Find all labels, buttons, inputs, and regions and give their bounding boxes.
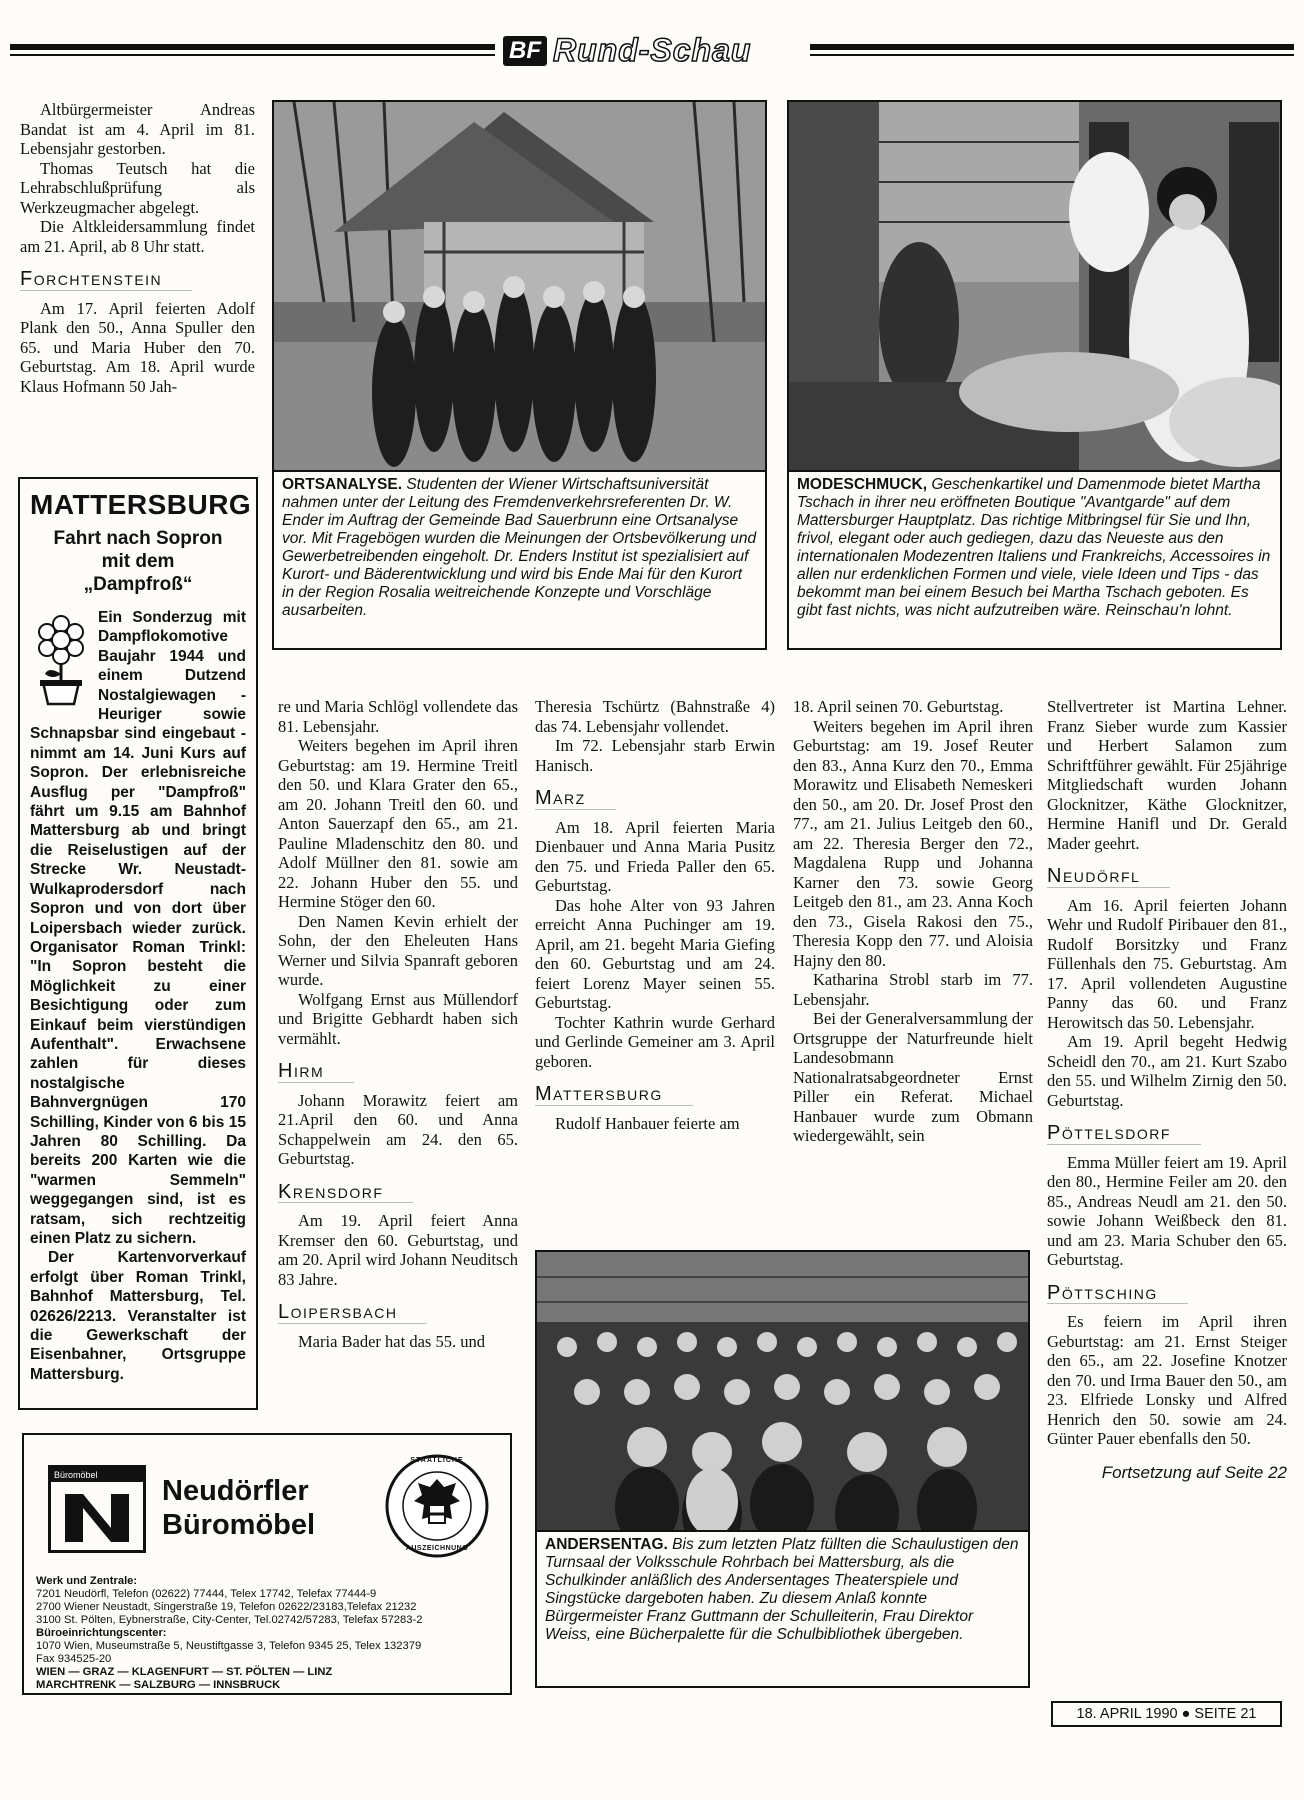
- caption-ortsanalyse: [272, 472, 767, 650]
- article-hirm: Johann Morawitz feiert am 21.April den 60. und Anna Schappelwein am 24. den 65. Geburtstag.: [278, 1090, 518, 1168]
- page-footer: [1051, 1701, 1282, 1727]
- footer-date: 18. APRIL 1990: [1076, 1706, 1178, 1722]
- ad-buero-line: Fax 934525-20: [36, 1653, 112, 1665]
- heading-marz: Marz: [535, 789, 616, 810]
- ad-name-line2: Büromöbel: [162, 1509, 316, 1541]
- mattersburg-box: [18, 477, 258, 1410]
- ad-werk-line: 7201 Neudörfl, Telefon (02622) 77444, Telex 17742, Telefax 77444-9: [36, 1588, 377, 1600]
- ad-buero-head: Büroeinrichtungscenter:: [36, 1627, 167, 1639]
- ad-cities-line2: MARCHTRENK — SALZBURG — INNSBRUCK: [36, 1679, 281, 1691]
- masthead-rule-right-thin: [810, 54, 1294, 56]
- article-altkleider: Die Altkleidersammlung findet am 21. April, ab 8 Uhr statt.: [20, 217, 255, 256]
- article-loipersbach: Maria Bader hat das 55. und: [298, 1331, 485, 1351]
- article-col5-p1: Stellvertreter ist Martina Lehner. Franz Sieber wurde zum Kassier und Herbert Salamon zum Schriftführer gewählt. Für 25jährige Mitgliedschaft wurden Johann Glocknitzer, Käthe Glocknitzer, Hermine Hanifl und Dr. Gerald Mader geehrt.: [1047, 697, 1287, 853]
- article-col4-p4: Bei der Generalversammlung der Ortsgruppe der Naturfreunde hielt Landesobmann Nationalratsabgeordneter Ernst Piller ein Referat. Michael Hanbauer wurde zum Obmann wiedergewählt, sein: [793, 1009, 1033, 1145]
- footer-bullet: ●: [1181, 1706, 1191, 1722]
- article-mattersburg: Rudolf Hanbauer feierte am: [555, 1113, 740, 1133]
- caption-andersentag-text: Bis zum letzten Platz füllten die Schaulustigen den Turnsaal der Volksschule Rohrbach bei Mattersburg, als die Schulkinder anläßlich des Andersentages Theaterspiele und Singstücke dargeboten haben. Zu diesem Anlaß konnte Bürgermeister Franz Guttmann der Schulleiterin, Frau Direktor Weiss, eine Bücherpalette für die Schulbibliothek übergeben.: [545, 1536, 1019, 1643]
- column-5: [1047, 697, 1287, 1482]
- article-col2-p2: Weiters begehen im April ihren Geburtstag: am 19. Hermine Treitl den 50. und Klara Grater den 65., am 20. Johann Treitl den 60. und Anton Sauerzapf den 65., am 21. Pauline Mladenschitz den 80. und Adolf Müllner den 81. sowie am 22. Johann Huber den 55. und Hermine Stöger den 60.: [278, 736, 518, 911]
- flower-pot-icon: [30, 610, 92, 706]
- article-poettelsdorf: Emma Müller feiert am 19. April den 80., Hermine Feiler am 20. den 85., Andreas Neudl am 21. den 50. sowie Johann Weißbeck den 81. und am 23. Maria Schuber den 65. Geburtstag.: [1047, 1152, 1287, 1269]
- article-poettsching: Es feiern im April ihren Geburtstag: am 21. Ernst Steiger den 65., am 22. Josefine Knotzer den 70. und Irma Bauer den 50., am 23. Elfriede Lonsky und Alfred Henrich den 50. sowie am 24. Günter Pauer ebenfalls den 50.: [1047, 1312, 1287, 1448]
- article-col2-p4: Wolfgang Ernst aus Müllendorf und Brigitte Gebhardt haben sich vermählt.: [278, 989, 518, 1048]
- article-col4-p1: 18. April seinen 70. Geburtstag.: [793, 697, 1004, 716]
- photo-ortsanalyse: [272, 100, 767, 472]
- masthead: [10, 32, 1294, 76]
- article-teutsch: Thomas Teutsch hat die Lehrabschlußprüfung als Werkzeugmacher abgelegt.: [20, 158, 255, 217]
- column-3: [535, 697, 775, 1133]
- ad-seal-text-top: STAATLICHE: [410, 1457, 464, 1464]
- photo-ortsanalyse-image: [274, 102, 767, 472]
- caption-modeschmuck: [787, 472, 1282, 650]
- caption-ortsanalyse-text: Studenten der Wiener Wirtschaftsuniversität nahmen unter der Leitung des Fremdenverkehrsreferenten Dr. W. Ender im Auftrag der Gemeinde Bad Sauerbrunn eine Ortsanalyse vor. Mit Fragebögen wurden die Meinungen der Ortsbevölkerung und Gewerbetreibenden eingeholt. Dr. Enders Institut ist spezialisiert auf Kurort- und Bäderentwicklung und wird bis Ende Mai für den Kurort in der Region Rosalia weitreichende Konzepte und Vorschläge ausarbeiten.: [282, 476, 757, 619]
- caption-modeschmuck-text: Geschenkartikel und Damenmode bietet Martha Tschach in ihrer neu eröffneten Boutique "Avantgarde" auf dem Mattersburger Hauptplatz. Das richtige Mitbringsel für Sie und Ihn, frivol, elegant oder auch gediegen, dazu das Neueste aus den internationalen Modezentren Italiens und Frankreichs, Accessoires in allen nur erdenklichen Formen und viele, viele Ideen und Tips - das bekommt man bei einem Besuch bei Martha Tschach geboten. Es gibt fast nichts, was nicht aufzutreiben wäre. Reinschau'n lohnt.: [797, 476, 1271, 619]
- article-col4-p3: Katharina Strobl starb im 77. Lebensjahr.: [793, 970, 1033, 1009]
- heading-krensdorf: Krensdorf: [278, 1183, 413, 1204]
- caption-modeschmuck-label: MODESCHMUCK,: [797, 476, 928, 493]
- masthead-rule-right: [810, 44, 1294, 50]
- ad-cities-line1: WIEN — GRAZ — KLAGENFURT — ST. PÖLTEN — LINZ: [36, 1666, 333, 1678]
- article-marz-p2: Das hohe Alter von 93 Jahren erreicht Anna Puchinger am 19. April, am 21. begeht Maria Giefing den 60. Geburtstag und am 24. feiert Lorenz Mayer seinen 55. Geburtstag.: [535, 895, 775, 1012]
- masthead-logo: BF: [503, 36, 547, 66]
- heading-loipersbach: Loipersbach: [278, 1303, 427, 1324]
- article-bandat: Altbürgermeister Andreas Bandat ist am 4. April im 81. Lebensjahr gestorben.: [20, 100, 255, 158]
- ad-state-seal-icon: [384, 1453, 490, 1559]
- article-marz-p3: Tochter Kathrin wurde Gerhard und Gerlinde Gemeiner am 3. April geboren.: [535, 1012, 775, 1071]
- heading-neudoerfl: Neudörfl: [1047, 867, 1170, 888]
- ad-logo-box: [48, 1465, 146, 1553]
- article-forchtenstein: Am 17. April feierten Adolf Plank den 50., Anna Spuller den 65. und Maria Huber den 70. Geburtstag. Am 18. April wurde Klaus Hofmann 50 Jah-: [20, 298, 255, 396]
- masthead-rule-left-thin: [10, 54, 495, 56]
- ad-name-line1: Neudörfler: [162, 1475, 309, 1507]
- article-neudoerfl-p2: Am 19. April begeht Hedwig Scheidl den 70., am 21. Kurt Szabo den 55. und Wilhelm Zirnig den 50. Geburtstag.: [1047, 1032, 1287, 1110]
- ad-logo-tag: Büromöbel: [51, 1468, 143, 1482]
- mattersburg-box-lead: Ein Sonderzug mit Dampflokomotive Baujahr 1944 und einem Dutzend Nostalgiewagen - Heuriger sowie Schnapsbar sind eingebaut - nimmt am 14. Juni Kurs auf Sopron. Der erlebnisreiche Ausflug per "Dampfroß" fährt um 9.15 am Bahnhof Mattersburg ab und bringt die Reiselustigen auf der Strecke Wr. Neustadt-Wulkaprodersdorf nach Sopron und von dort über Loipersbach wieder zurück. Organisator Roman Trinkl: "In Sopron besteht die Möglichkeit zu einer Besichtigung oder zum Einkauf beim vierstündigen Aufenthalt". Erwachsene zahlen für dieses nostalgische Bahnvergnügen 170 Schilling, Kinder von 6 bis 15 Jahren 80 Schilling. Da bereits 200 Karten wie die "warmen Semmeln" weggegangen sind, ist es ratsam, sich rechtzeitig einen Platz zu sichern.: [30, 609, 246, 1247]
- photo-andersentag-image: [537, 1252, 1030, 1532]
- footer-page: SEITE 21: [1194, 1706, 1257, 1722]
- article-neudoerfl-p1: Am 16. April feierten Johann Wehr und Rudolf Piribauer den 81., Rudolf Borsitzky und Franz Füllenhals den 75. Geburtstag. Am 17. April vollendeten Augustine Panny das 60. und Franz Herowitsch das 50. Lebensjahr.: [1047, 895, 1287, 1032]
- heading-mattersburg: Mattersburg: [535, 1085, 693, 1106]
- mattersburg-box-closing: Der Kartenvorverkauf erfolgt über Roman Trinkl, Bahnhof Mattersburg, Tel. 02626/2213. Veranstalter ist die Gewerkschaft der Eisenbahner, Ortsgruppe Mattersburg.: [30, 1249, 246, 1383]
- heading-poettelsdorf: Pöttelsdorf: [1047, 1124, 1201, 1145]
- ad-neudoerfler-bueromoebel: [22, 1433, 512, 1695]
- ad-address-block: [36, 1575, 506, 1692]
- ad-buero-line: 1070 Wien, Museumstraße 5, Neustiftgasse 3, Telefon 9345 25, Telex 132379: [36, 1640, 422, 1652]
- masthead-section-title: Rund-Schau: [553, 32, 752, 68]
- article-col2-p1: re und Maria Schlögl vollendete das 81. Lebensjahr.: [278, 697, 518, 736]
- column-4: [793, 697, 1033, 1146]
- caption-ortsanalyse-label: ORTSANALYSE.: [282, 476, 403, 493]
- ad-werk-head: Werk und Zentrale:: [36, 1575, 138, 1587]
- article-col3-p1: Theresia Tschürtz (Bahnstraße 4) das 74. Lebensjahr vollendet.: [535, 697, 775, 736]
- heading-forchtenstein: Forchtenstein: [20, 270, 192, 291]
- ad-werk-line: 3100 St. Pölten, Eybnerstraße, City-Center, Tel.02742/57283, Telefax 57283-2: [36, 1614, 423, 1626]
- heading-poettsching: Pöttsching: [1047, 1284, 1188, 1305]
- photo-modeschmuck: [787, 100, 1282, 472]
- article-col4-p2: Weiters begehen im April ihren Geburtstag: am 19. Josef Reuter den 83., Anna Kurz den 70., Emma Morawitz und Elisabeth Nemeskeri den 50., am 20. Dr. Josef Prost den 77., am 21. Julius Leitgeb den 60., am 22. Theresia Berger den 72., Magdalena Rupp und Johanna Karner den 73. sowie Georg Leitgeb den 81., am 23. Anna Koch den 73., Gisela Rakosi den 75., Theresia Kopp den 77. und Aloisia Hajny den 80.: [793, 716, 1033, 970]
- article-marz-p1: Am 18. April feierten Maria Dienbauer und Anna Maria Pusitz den 75. und Frieda Paller den 65. Geburtstag.: [535, 817, 775, 895]
- caption-andersentag-label: ANDERSENTAG.: [545, 1536, 668, 1553]
- mattersburg-box-subtitle: Fahrt nach Sopron mit dem „Dampfroß“: [53, 528, 223, 595]
- ad-seal-text-bottom: AUSZEICHNUNG: [405, 1545, 469, 1552]
- photo-modeschmuck-image: [789, 102, 1282, 472]
- column-2: [278, 697, 518, 1351]
- article-col3-p2: Im 72. Lebensjahr starb Erwin Hanisch.: [535, 736, 775, 775]
- photo-andersentag: [535, 1250, 1030, 1532]
- ad-logo-n-icon: [59, 1488, 135, 1546]
- column-1-top: [20, 100, 255, 396]
- caption-andersentag: [535, 1532, 1030, 1688]
- article-col2-p3: Den Namen Kevin erhielt der Sohn, der den Eheleuten Hans Werner und Silvia Spanraft geboren wurde.: [278, 911, 518, 989]
- heading-hirm: Hirm: [278, 1062, 354, 1083]
- continued-note: Fortsetzung auf Seite 22: [1101, 1462, 1287, 1482]
- article-krensdorf: Am 19. April feiert Anna Kremser den 60. Geburtstag, und am 20. April wird Johann Neuditsch 83 Jahre.: [278, 1211, 518, 1289]
- masthead-rule-left: [10, 44, 495, 50]
- ad-werk-line: 2700 Wiener Neustadt, Singerstraße 19, Telefon 02622/23183,Telefax 21232: [36, 1601, 417, 1613]
- mattersburg-box-title: MATTERSBURG: [30, 489, 252, 520]
